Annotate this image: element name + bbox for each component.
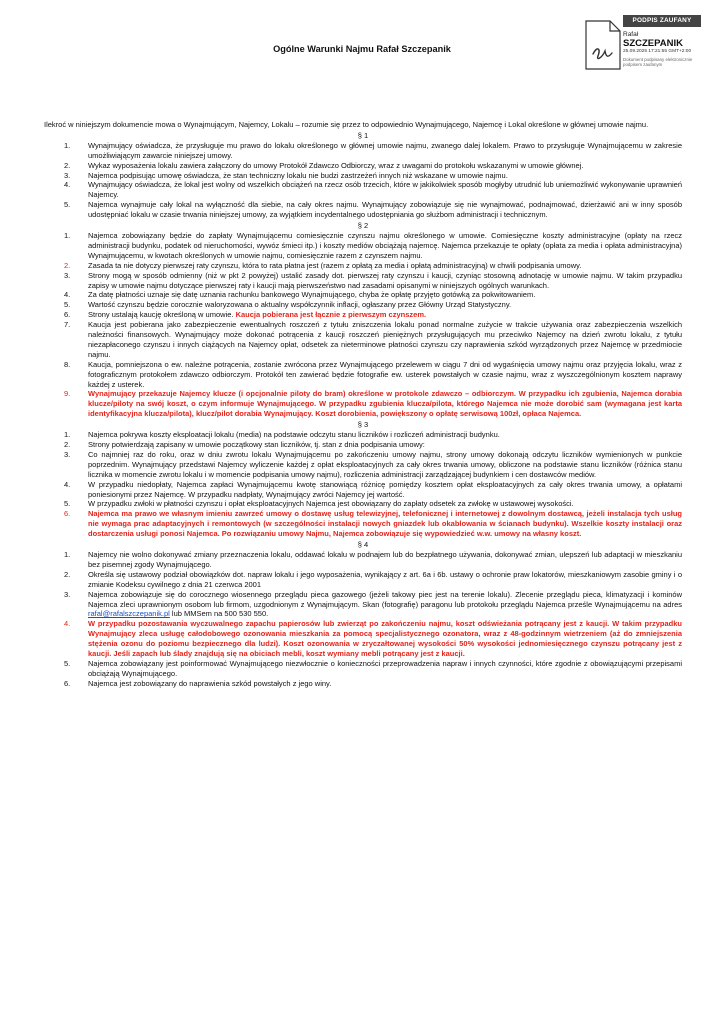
item-text: Najemca wynajmuje cały lokal na wyłączność dla siebie, na cały okres najmu. Wynajmujący zobowiązuje się nie wynajmować, podnajmować, dzierżawić ani w inny sposób udostępniać lokalu w czasie trwania niniejszej umowy, za wyjątkiem incydentalnego udostępniania go służbom administracji i technicznym. bbox=[88, 200, 682, 220]
signature-badge: PODPIS ZAUFANY bbox=[623, 15, 701, 27]
item-text: Najemca zobowiązuje się do corocznego wiosennego przeglądu pieca gazowego (jeżeli takowy piec jest na terenie lokalu). Zlecenie przeglądu pieca, klimatyzacji i kominów Najemca zleci uprawnionym osobom lub firmom, uzgodnionym z Wynajmującym. Skan (fotografię) paragonu lub protokołu przeglądu Najemca prześle Wynajmującemu na adres bbox=[88, 589, 682, 609]
list-item bbox=[44, 310, 682, 320]
item-number: 6. bbox=[64, 310, 71, 320]
list-item bbox=[44, 430, 682, 440]
trusted-signature-stamp bbox=[585, 14, 713, 74]
highlighted-text: W przypadku pozostawania wyczuwalnego zapachu papierosów lub zwierząt po zakończeniu najmu, koszt odświeżania potrącany jest z kaucji. W takim przypadku Wynajmujący zleca usługę całodobowego ozonowania mieszkania za pomocą specjalistycznego ozonatora, wraz z 48-godzinnym wietrzeniem (aż do zmniejszenia stężenia ozonu do poziomu bezpiecznego dla ludzi). Koszt ozonowania w zryczałtowanej wysokości 50% wysokości jednomiesięcznego czynszu potrącany jest z kaucji. Jeśli zapach lub ślady znajdują się na obiciach mebli, koszt wymiany mebli potrącany jest z kaucji. bbox=[88, 619, 682, 659]
item-number: 9. bbox=[64, 389, 71, 399]
item-text: Najemca jest zobowiązany do naprawienia szkód powstałych z jego winy. bbox=[88, 678, 332, 688]
item-text: lub MMSem na 500 530 550. bbox=[169, 609, 269, 619]
list-item bbox=[44, 171, 682, 181]
item-number: 1. bbox=[64, 430, 71, 440]
item-number: 4. bbox=[64, 290, 71, 300]
item-text: Strony ustalają kaucję określoną w umowie. bbox=[88, 310, 236, 320]
list-item bbox=[44, 290, 682, 300]
item-text: Za datę płatności uznaje się datę uznania rachunku bankowego Wynajmującego, chyba że opłatę przyjęto gotówką za pokwitowaniem. bbox=[88, 290, 536, 300]
list-item bbox=[44, 200, 682, 220]
list-item bbox=[44, 679, 682, 689]
section-list bbox=[44, 141, 682, 220]
item-number: 2. bbox=[64, 260, 71, 270]
section-heading: § 3 bbox=[357, 420, 369, 430]
item-number: 1. bbox=[64, 140, 71, 150]
list-item bbox=[44, 261, 682, 271]
list-item bbox=[44, 590, 682, 620]
list-item bbox=[44, 499, 682, 509]
list-item bbox=[44, 271, 682, 291]
list-item bbox=[44, 550, 682, 570]
list-item bbox=[44, 480, 682, 500]
item-text: Wynajmujący oświadcza, że przysługuje mu prawo do lokalu określonego w głównej umowie najmu, zwanego dalej lokalem. Prawo to przysługuje Wynajmującemu w zakresie umożliwiającym zawarcie niniejszej umowy. bbox=[88, 140, 682, 160]
item-number: 4. bbox=[64, 180, 71, 190]
item-number: 6. bbox=[64, 678, 71, 688]
section-heading: § 1 bbox=[357, 130, 369, 140]
item-number: 2. bbox=[64, 440, 71, 449]
list-item bbox=[44, 659, 682, 679]
section-list bbox=[44, 550, 682, 689]
item-number: 1. bbox=[64, 230, 71, 240]
item-number: 2. bbox=[64, 160, 71, 170]
item-text: Wykaz wyposażenia lokalu zawiera załączony do umowy Protokół Zdawczo Odbiorczy, wraz z uwagami do protokołu wskazanymi w umowie głównej. bbox=[88, 160, 584, 170]
document-title: Ogólne Warunki Najmu Rafał Szczepanik bbox=[273, 44, 451, 54]
list-item bbox=[44, 320, 682, 360]
list-item bbox=[44, 570, 682, 590]
signer-first-name: Rafał bbox=[623, 31, 639, 38]
item-text: Zasada ta nie dotyczy pierwszej raty czynszu, która to rata płatna jest (razem z opłatą za media i opłatą administracyjną) w chwili podpisania umowy. bbox=[88, 260, 582, 270]
item-number: 3. bbox=[64, 589, 71, 599]
signed-document-icon bbox=[585, 20, 621, 70]
item-text: Kaucja jest pobierana jako zabezpieczenie ewentualnych roszczeń z tytułu zniszczenia lokalu ponad normalne zużycie w trakcie używania oraz zabezpieczenia wszelkich należności finansowych. Wynajmujący może dokonać potrącenia z kaucji roszczeń pieniężnych przysługujących mu przeciwko Najemcy na dzień zwrotu lokalu, z tytułu niezapłaconego czynszu i innych ciążących na Najemcy opłat, odsetek za nieterminowe płatności czynszu czy naprawienia szkód wyrządzonych przez Najemcę w przedmiocie najmu. bbox=[88, 320, 682, 359]
item-text: Najemcy nie wolno dokonywać zmiany przeznaczenia lokalu, oddawać lokalu w podnajem lub do bezpłatnego używania, dokonywać zmian, ulepszeń lub adaptacji w mieszkaniu bez pisemnej zgody Wynajmującego. bbox=[88, 549, 682, 569]
item-number: 4. bbox=[64, 619, 71, 629]
list-item bbox=[44, 141, 682, 161]
item-text: Najemca podpisując umowę oświadcza, że stan techniczny lokalu nie budzi zastrzeżeń innych niż wskazane w umowie najmu. bbox=[88, 170, 508, 180]
section-heading: § 4 bbox=[357, 540, 369, 550]
list-item bbox=[44, 180, 682, 200]
list-item bbox=[44, 450, 682, 480]
item-number: 4. bbox=[64, 479, 71, 489]
list-item bbox=[44, 440, 682, 450]
item-number: 3. bbox=[64, 270, 71, 280]
list-item bbox=[44, 161, 682, 171]
intro-paragraph: Ilekroć w niniejszym dokumencie mowa o Wynajmującym, Najemcy, Lokalu – rozumie się przez to odpowiednio Wynajmującego, Najemcę i Lokal określone w głównej umowie najmu. bbox=[44, 120, 649, 129]
list-item bbox=[44, 509, 682, 539]
list-item bbox=[44, 360, 682, 390]
item-text: Najemca pokrywa koszty eksploatacji lokalu (media) na podstawie odczytu stanu liczników i rozliczeń administracji budynku. bbox=[88, 430, 500, 440]
signer-last-name: SZCZEPANIK bbox=[623, 38, 683, 49]
item-text: Najemca zobowiązany będzie do zapłaty Wynajmującemu comiesięcznie czynszu najmu określonego w umowie. Comiesięczne koszty administracyjne (opłaty na rzecz administracji budynku, podatek od nieruchomości, wywóz śmieci itp.) i koszty mediów obciążają najemcę. Najemca przekazuje te opłaty (opłata za media i opłata administracyjna) Wynajmującemu, w kwotach określonych w umowie najmu, comiesięcznie razem z czynszem najmu. bbox=[88, 230, 682, 260]
item-text: W przypadku zwłoki w płatności czynszu i opłat eksploatacyjnych Najemca jest obowiązany do zapłaty odsetek za zwłokę w ustawowej wysokości. bbox=[88, 499, 574, 509]
item-text: Strony mogą w sposób odmienny (niż w pkt 2 powyżej) ustalić zasady dot. pierwszej raty czynszu i kaucji, czyniąc stosowną adnotację w umowie najmu. W takim przypadku zapisy w umowie najmu dotyczące pierwszej raty i kaucji mają pierwszeństwo nad zasadami opisanymi w niniejszych ogólnych warunkach. bbox=[88, 270, 682, 290]
document-body bbox=[44, 120, 682, 689]
item-number: 5. bbox=[64, 300, 71, 310]
item-text: Wartość czynszu będzie corocznie waloryzowana o aktualny współczynnik inflacji, ogłaszany przez Główny Urząd Statystyczny. bbox=[88, 300, 512, 310]
item-text: Określa się ustawowy podział obowiązków dot. napraw lokalu i jego wyposażenia, wynikający z art. 6a i 6b. ustawy o ochronie praw lokatorów, mieszkaniowym zasobie gminy i o zmianie Kodeksu cywilnego z dnia 21 czerwca 2001 bbox=[88, 569, 682, 589]
list-item bbox=[44, 231, 682, 261]
list-item bbox=[44, 389, 682, 419]
item-number: 5. bbox=[64, 200, 71, 210]
section-list bbox=[44, 430, 682, 539]
list-item bbox=[44, 619, 682, 659]
signature-timestamp: 25.09.2025 17:21:55 GMT+2:00 bbox=[623, 49, 692, 54]
item-text: Co najmniej raz do roku, oraz w dniu zwrotu lokalu Wynajmującemu po zakończeniu umowy najmu, strony umowy dokonają odczytu liczników wymienionych w punkcie poprzednim. Wynajmujący przedstawi Najemcy wyliczenie każdej z opłat eksploatacyjnych za cały okres trwania umowy, obliczone na podstawie stanu liczników (różnica stanu licznika w momencie zwrotu lokalu i w momencie podpisania umowy najmu), rozliczenia administracji zarządzającej budynkiem i cen dostawców mediów. bbox=[88, 449, 682, 479]
item-number: 6. bbox=[64, 509, 71, 519]
section-heading: § 2 bbox=[357, 221, 369, 231]
email-link[interactable]: rafal@rafalszczepanik.pl bbox=[88, 609, 170, 619]
highlighted-text: Wynajmujący przekazuje Najemcy klucze (i opcjonalnie piloty do bram) określone w protokole zdawczo – odbiorczym. W przypadku ich zgubienia, Najemca dorabia klucze/piloty na swój koszt, o czym informuje Wynajmującego. W przypadku zgubienia klucza/pilota, którego Najemca nie może dorobić sam (wymagana jest karta identyfikacyjna klucza/pilota), klucz/pilot dorabia Wynajmujący. Koszt dorobienia, powiększony o opłatę serwisową 100zł, opłaca Najemca. bbox=[88, 389, 682, 419]
highlighted-text: Kaucja pobierana jest łącznie z pierwszym czynszem. bbox=[235, 310, 427, 320]
item-number: 1. bbox=[64, 549, 71, 559]
signature-note: Dokument podpisany elektronicznie podpisem zaufanym bbox=[623, 57, 693, 68]
item-number: 2. bbox=[64, 569, 71, 579]
highlighted-text: Najemca ma prawo we własnym imieniu zawrzeć umowy o dostawę usług telewizyjnej, telefonicznej i internetowej z dowolnym dostawcą, jeżeli instalacja tych usług nie wymaga prac adaptacyjnych i remontowych (w szczególności instalacji nowych gniazdek lub okablowania w ścianach budynku). Wszelkie koszty instalacji oraz dostarczenia usługi ponosi Najemca. Po rozwiązaniu umowy Najmu, Najemca zobowiązuje się wypowiedzieć w.w. umowy na własny koszt. bbox=[88, 509, 682, 539]
item-number: 3. bbox=[64, 170, 71, 180]
item-number: 3. bbox=[64, 449, 71, 459]
item-text: Wynajmujący oświadcza, że lokal jest wolny od wszelkich obciążeń na rzecz osób trzecich, które w jakikolwiek sposób mogłyby utrudnić lub uniemożliwić wykonywanie uprawnień Najemcy. bbox=[88, 180, 682, 200]
item-number: 5. bbox=[64, 499, 71, 509]
item-number: 8. bbox=[64, 359, 71, 369]
item-text: W przypadku niedopłaty, Najemca zapłaci Wynajmującemu kwotę stanowiącą różnicę pomiędzy kosztem opłat eksploatacyjnych za cały okres trwania umowy, a opłatami poniesionymi przez Najemcę. W przypadku nadpłaty, Wynajmujący zwróci Najemcy jej wartość. bbox=[88, 479, 682, 499]
item-text: Strony potwierdzają zapisany w umowie początkowy stan liczników, tj. stan z dnia podpisania umowy: bbox=[88, 440, 425, 449]
section-list bbox=[44, 231, 682, 419]
item-number: 5. bbox=[64, 658, 71, 668]
item-text: Kaucja, pomniejszona o ew. należne potrącenia, zostanie zwrócona przez Wynajmującego przelewem w ciągu 7 dni od wygaśnięcia umowy najmu oraz przyjęcia lokalu, wraz z fotograficznym protokołem zdawczo odbiorczym. Protokół ten zawierać będzie fotografie ew. usterek powstałych w czasie najmu, wraz z wyszczególnionym kosztem naprawy każdej z usterek. bbox=[88, 359, 682, 389]
item-number: 7. bbox=[64, 320, 71, 330]
list-item bbox=[44, 300, 682, 310]
item-text: Najemca zobowiązany jest poinformować Wynajmującego niezwłocznie o konieczności przeprowadzenia napraw i innych czynności, które zgodnie z obowiązującymi przepisami obciążają Wynajmującego. bbox=[88, 658, 682, 678]
